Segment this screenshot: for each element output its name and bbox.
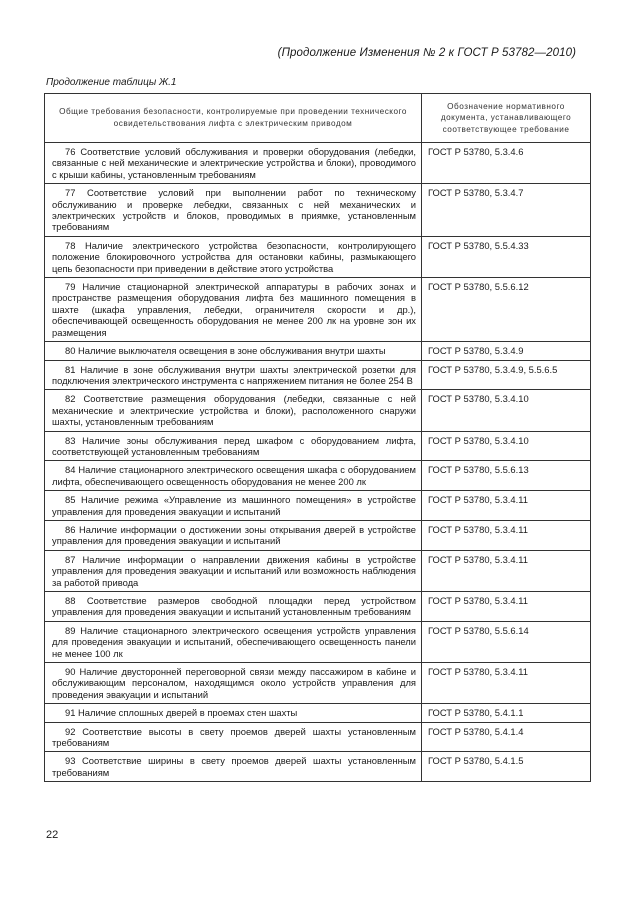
standard-reference: ГОСТ Р 53780, 5.4.1.4 (422, 722, 591, 752)
requirement-text: 76 Соответствие условий обслуживания и проверки оборудования (лебедки, связанные с ней механические и электрические устройства и блоки), проводимого с крыши кабины, установленным требованиям (45, 143, 422, 184)
standard-reference: ГОСТ Р 53780, 5.3.4.10 (422, 390, 591, 431)
table-row (45, 184, 591, 237)
requirement-text: 84 Наличие стационарного электрического освещения шкафа с оборудованием лифта, обеспечивающего освещенность оборудования не менее 200 лк (45, 461, 422, 491)
standard-reference: ГОСТ Р 53780, 5.5.6.13 (422, 461, 591, 491)
standard-reference: ГОСТ Р 53780, 5.3.4.10 (422, 431, 591, 461)
requirement-text: 83 Наличие зоны обслуживания перед шкафом с оборудованием лифта, соответствующей установленным требованиям (45, 431, 422, 461)
table-header-row (45, 94, 591, 143)
requirement-text: 78 Наличие электрического устройства безопасности, контролирующего положение блокировочного устройства для остановки кабины, размыкающего цепь безопасности при приведении в действие этого устройства (45, 236, 422, 277)
requirement-text: 91 Наличие сплошных дверей в проемах стен шахты (45, 704, 422, 722)
table-row (45, 278, 591, 342)
standard-reference: ГОСТ Р 53780, 5.4.1.5 (422, 752, 591, 782)
requirement-text: 80 Наличие выключателя освещения в зоне обслуживания внутри шахты (45, 342, 422, 360)
standard-reference: ГОСТ Р 53780, 5.3.4.9 (422, 342, 591, 360)
table-row (45, 752, 591, 782)
table-row (45, 390, 591, 431)
standard-reference: ГОСТ Р 53780, 5.3.4.7 (422, 184, 591, 237)
requirement-text: 86 Наличие информации о достижении зоны открывания дверей в устройстве управления для проведения эвакуации и испытаний (45, 520, 422, 550)
table-row (45, 236, 591, 277)
requirement-text: 90 Наличие двусторонней переговорной связи между пассажиром в кабине и обслуживающим персоналом, находящимся около устройств управления для проведения эвакуации и испытаний (45, 663, 422, 704)
requirement-text: 89 Наличие стационарного электрического освещения устройств управления для проведения эвакуации и испытаний, обеспечивающего освещенность панели не менее 100 лк (45, 621, 422, 662)
table-row (45, 704, 591, 722)
standard-reference: ГОСТ Р 53780, 5.3.4.6 (422, 143, 591, 184)
requirement-text: 87 Наличие информации о направлении движения кабины в устройстве управления для проведения эвакуации и испытаний или возможность наблюдения за работой привода (45, 550, 422, 591)
table-row (45, 342, 591, 360)
table-row (45, 520, 591, 550)
table-row (45, 431, 591, 461)
requirement-text: 79 Наличие стационарной электрической аппаратуры в рабочих зонах и пространстве размещения оборудования лифта без машинного помещения в шахте (шкафа управления, лебедки, ограничителя скорости и др.), обеспечивающей освещенность оборудования не менее 200 лк на уровне зон их размещения (45, 278, 422, 342)
table-row (45, 360, 591, 390)
requirements-table (44, 93, 591, 782)
requirement-text: 93 Соответствие ширины в свету проемов дверей шахты установленным требованиям (45, 752, 422, 782)
standard-reference: ГОСТ Р 53780, 5.3.4.11 (422, 663, 591, 704)
standard-reference: ГОСТ Р 53780, 5.5.6.14 (422, 621, 591, 662)
standard-reference: ГОСТ Р 53780, 5.5.6.12 (422, 278, 591, 342)
standard-reference: ГОСТ Р 53780, 5.3.4.11 (422, 592, 591, 622)
requirement-text: 77 Соответствие условий при выполнении работ по техническому обслуживанию и проверке лебедки, связанных с ней механических и электрических устройств и блоков, проводимых в приямке, установленным требованиям (45, 184, 422, 237)
table-row (45, 143, 591, 184)
requirement-text: 82 Соответствие размещения оборудования (лебедки, связанные с ней механические и электрические устройства и блоки), расположенного снаружи шахты, установленным требованиям (45, 390, 422, 431)
table-caption: Продолжение таблицы Ж.1 (46, 77, 177, 88)
page-number: 22 (46, 829, 59, 841)
standard-reference: ГОСТ Р 53780, 5.3.4.11 (422, 550, 591, 591)
table-row (45, 550, 591, 591)
table-row (45, 461, 591, 491)
column-header-requirements: Общие требования безопасности, контролируемые при проведении технического освидетельствования лифта с электрическим приводом (45, 94, 422, 143)
standard-reference: ГОСТ Р 53780, 5.3.4.9, 5.5.6.5 (422, 360, 591, 390)
column-header-document: Обозначение нормативного документа, устанавливающего соответствующее требование (422, 94, 591, 143)
requirement-text: 85 Наличие режима «Управление из машинного помещения» в устройстве управления для проведения эвакуации и испытаний (45, 491, 422, 521)
standard-reference: ГОСТ Р 53780, 5.3.4.11 (422, 491, 591, 521)
running-title: (Продолжение Изменения № 2 к ГОСТ Р 53782—2010) (277, 47, 576, 59)
standard-reference: ГОСТ Р 53780, 5.3.4.11 (422, 520, 591, 550)
requirement-text: 88 Соответствие размеров свободной площадки перед устройством управления для проведения эвакуации и испытаний установленным требованиям (45, 592, 422, 622)
table-row (45, 722, 591, 752)
standard-reference: ГОСТ Р 53780, 5.5.4.33 (422, 236, 591, 277)
requirement-text: 81 Наличие в зоне обслуживания внутри шахты электрической розетки для подключения электрического инструмента с напряжением питания не более 254 В (45, 360, 422, 390)
table-row (45, 663, 591, 704)
standard-reference: ГОСТ Р 53780, 5.4.1.1 (422, 704, 591, 722)
table-row (45, 491, 591, 521)
table-row (45, 621, 591, 662)
table-row (45, 592, 591, 622)
requirement-text: 92 Соответствие высоты в свету проемов дверей шахты установленным требованиям (45, 722, 422, 752)
